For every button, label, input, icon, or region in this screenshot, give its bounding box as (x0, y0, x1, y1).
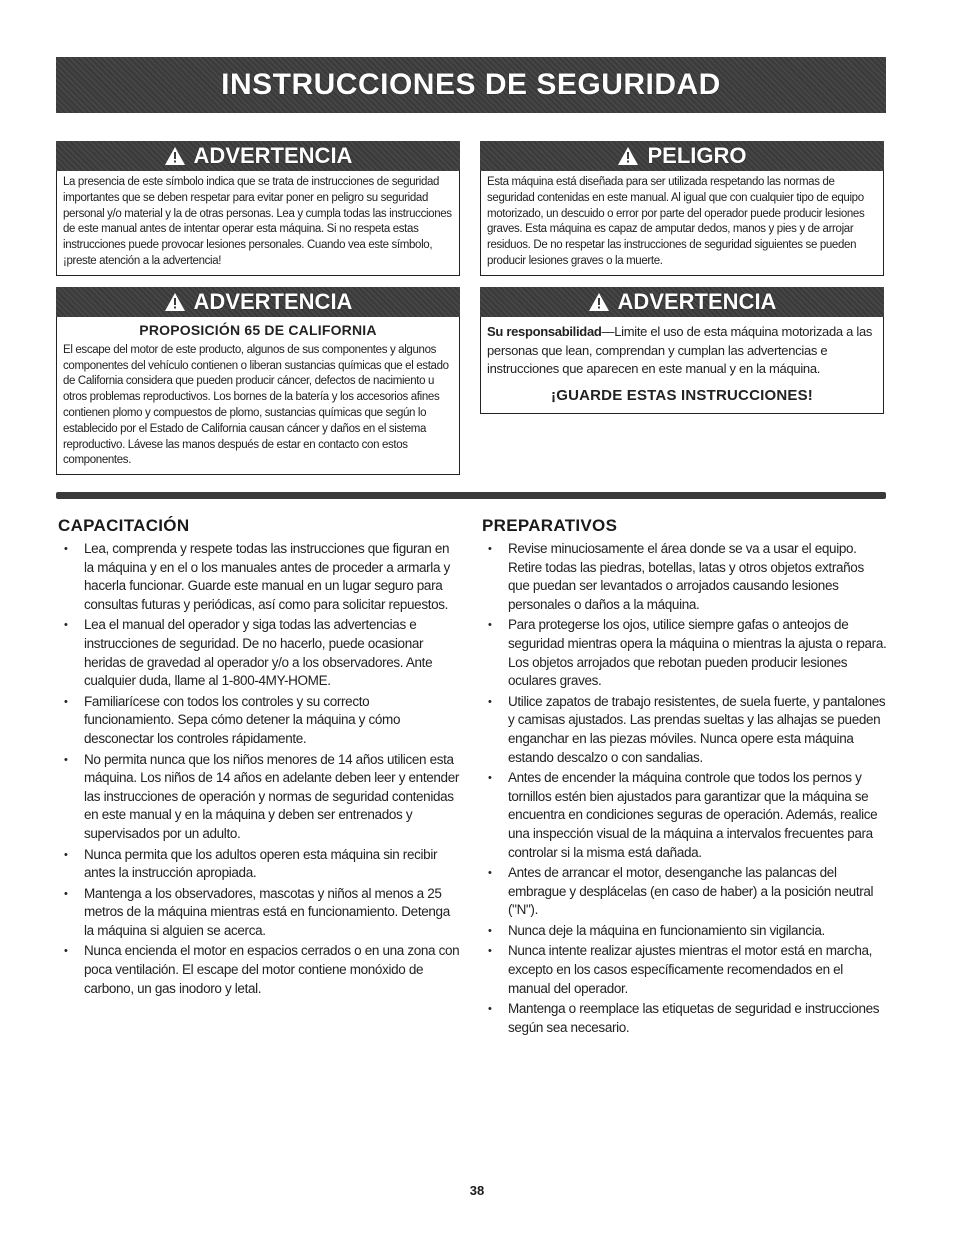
section-divider (56, 492, 886, 499)
warning-header-label: ADVERTENCIA (193, 143, 353, 168)
warning-body: La presencia de este símbolo indica que se trata de instrucciones de seguridad importantes que se deben respetar para evitar poner en peligro su seguridad personal y/o material y la de otras personas. Lea y cumpla todas las instrucciones de este manual antes de intentar operar esta máquina. Si no respeta estas instrucciones puede provocar lesiones personales. Cuando vea este símbolo, ¡preste atención a la advertencia! (56, 171, 460, 276)
warning-triangle-icon (164, 292, 186, 312)
capacitacion-heading: CAPACITACIÓN (58, 516, 190, 535)
warning-header-label: ADVERTENCIA (193, 289, 353, 314)
preparativos-section (482, 516, 888, 1039)
page-title: INSTRUCCIONES DE SEGURIDAD (221, 68, 721, 101)
list-item: • Nunca intente realizar ajustes mientras el motor está en marcha, excepto en los casos específicamente recomendados en el manual del operador. (482, 942, 888, 998)
list-item: • No permita nunca que los niños menores de 14 años utilicen esta máquina. Los niños de 14 años en adelante deben leer y entender las instrucciones de operación y normas de seguridad contenidas en este manual y en la máquina y deben ser entrenados y supervisados por un adulto. (58, 751, 460, 844)
warning-header (56, 287, 460, 317)
capacitacion-list (58, 540, 460, 998)
warning-body (56, 317, 460, 475)
danger-box (480, 141, 884, 276)
list-item: • Lea el manual del operador y siga todas las advertencias e instrucciones de seguridad. De no hacerlo, puede ocasionar heridas de gravedad al operador y/o a los observadores. Ante cualquier duda, llame al 1-800-4MY-HOME. (58, 616, 460, 690)
warning-header-label: ADVERTENCIA (617, 289, 777, 314)
prop65-subheading: PROPOSICIÓN 65 DE CALIFORNIA (139, 322, 377, 338)
list-item: • Revise minuciosamente el área donde se va a usar el equipo. Retire todas las piedras, botellas, latas y otros objetos extraños que puedan ser levantados o arrojados causando lesiones personales o daños a la máquina. (482, 540, 888, 614)
list-item: • Antes de arrancar el motor, desenganche las palancas del embrague y desplácelas (en caso de haber) a la posición neutral ("N"). (482, 864, 888, 920)
responsibility-text: —Limite el uso de esta máquina motorizada a las personas que lean, comprendan y cumplan las advertencias e instrucciones que aparecen en este manual y en la máquina. (487, 324, 873, 376)
capacitacion-section (58, 516, 460, 1000)
list-item: • Mantenga o reemplace las etiquetas de seguridad e instrucciones según sea necesario. (482, 1000, 888, 1037)
warning-header (56, 141, 460, 171)
warning-box-symbol (56, 141, 460, 276)
list-item: • Nunca encienda el motor en espacios cerrados o en una zona con poca ventilación. El escape del motor contiene monóxido de carbono, un gas inodoro y letal. (58, 942, 460, 998)
warning-triangle-icon (164, 146, 186, 166)
warning-triangle-icon (588, 292, 610, 312)
preparativos-list (482, 540, 888, 1037)
warning-triangle-icon (617, 146, 639, 166)
warning-header (480, 287, 884, 317)
danger-header-label: PELIGRO (647, 143, 747, 168)
page-number: 38 (469, 1183, 485, 1198)
list-item: • Nunca permita que los adultos operen esta máquina sin recibir antes la instrucción apropiada. (58, 846, 460, 883)
section-banner (56, 57, 886, 113)
save-instructions-note: ¡GUARDE ESTAS INSTRUCCIONES! (551, 386, 813, 404)
list-item: • Lea, comprenda y respete todas las instrucciones que figuran en la máquina y en el o los manuales antes de proceder a armarla y hacerla funcionar. Guarde este manual en un lugar seguro para consultas futuras y periódicas, así como para solicitar repuestos. (58, 540, 460, 614)
danger-header (480, 141, 884, 171)
list-item: • Mantenga a los observadores, mascotas y niños al menos a 25 metros de la máquina mientras está en funcionamiento. Detenga la máquina si alguien se acerca. (58, 885, 460, 941)
responsibility-lead: Su responsabilidad (487, 324, 602, 339)
list-item: • Familiarícese con todos los controles y su correcto funcionamiento. Sepa cómo detener la máquina y cómo desconectar los controles rápidamente. (58, 693, 460, 749)
list-item: • Para protegerse los ojos, utilice siempre gafas o anteojos de seguridad mientras opera la máquina o mientras la ajusta o repara. Los objetos arrojados que rebotan pueden producir lesiones oculares graves. (482, 616, 888, 690)
warning-box-responsibility (480, 287, 884, 414)
list-item: • Utilice zapatos de trabajo resistentes, de suela fuerte, y pantalones y camisas ajustados. Las prendas sueltas y las alhajas se pueden enganchar en las piezas móviles. Nunca opere esta máquina estando descalzo o con sandalias. (482, 693, 888, 767)
danger-body: Esta máquina está diseñada para ser utilizada respetando las normas de seguridad contenidas en este manual. Al igual que con cualquier tipo de equipo motorizado, un descuido o error por parte del operador puede producir lesiones graves. Esta máquina es capaz de amputar dedos, manos y pies y de arrojar residuos. De no respetar las instrucciones de seguridad siguientes se pueden producir lesiones graves o la muerte. (480, 171, 884, 276)
warning-box-prop65 (56, 287, 460, 475)
list-item: • Antes de encender la máquina controle que todos los pernos y tornillos estén bien ajustados para garantizar que la máquina se encuentra en condiciones seguras de operación. Además, realice una inspección visual de la máquina a intervalos frecuentes para controlar si la misma está dañada. (482, 769, 888, 862)
warning-body (480, 317, 884, 414)
prop65-text: El escape del motor de este producto, algunos de sus componentes y algunos componentes del vehículo contienen o liberan sustancias químicas que el estado de California considera que pueden producir cáncer, defectos de nacimiento u otros problemas reproductivos. Los bornes de la batería y los accesorios afines contienen plomo y compuestos de plomo, sustancias químicas que según lo establecido por el Estado de California causan cáncer y daños en el sistema reproductivo. Lávese las manos después de estar en contacto con estos componentes. (63, 343, 449, 467)
list-item: • Nunca deje la máquina en funcionamiento sin vigilancia. (482, 922, 888, 941)
preparativos-heading: PREPARATIVOS (482, 516, 618, 535)
